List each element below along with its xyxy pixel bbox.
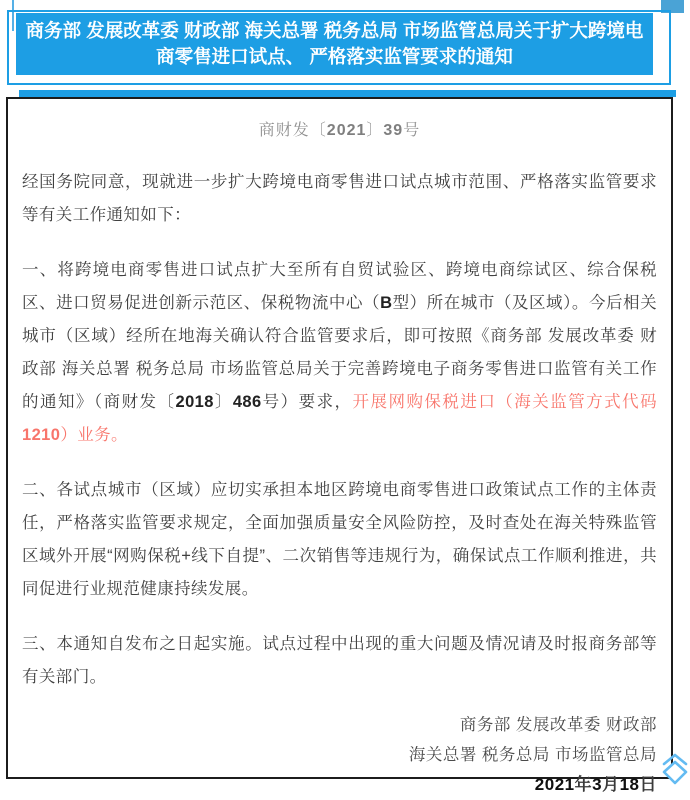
item-1-paragraph-segment: 2018: [175, 393, 214, 411]
item-1-paragraph-segment: 开展网购保税进口（海关监管方式代码: [352, 393, 657, 411]
item-3-paragraph: [22, 628, 657, 694]
item-2-paragraph: [22, 474, 657, 606]
intro-paragraph-segment: 经国务院同意，现就进一步扩大跨境电商零售进口试点城市范围、严格落实监管要求等有关工作通知如下：: [22, 173, 657, 224]
item-1-paragraph-segment: 型）所在城市（及区域）。今后相关城市（区域）经所在地海关确认符合监管要求后，即可按照《商务部 发展改革委 财政部 海关总署 税务总局 市场监管总局关于完善跨境电子商务零售进口监管有关工作的通知》（商财发〔: [22, 294, 657, 411]
signature-block: [22, 710, 657, 800]
document-number-segment: 商财发〔: [258, 122, 327, 139]
decor-accent-bar: [19, 90, 676, 97]
item-1-paragraph-segment: 1210: [22, 426, 61, 444]
issuing-agencies-line1: 商务部 发展改革委 财政部: [459, 716, 657, 734]
issue-date: [22, 770, 657, 800]
item-1-paragraph-segment: 号）要求，: [261, 393, 353, 411]
issue-date-segment: 3: [592, 775, 603, 794]
item-2-paragraph-segment: 二、各试点城市（区域）应切实承担本地区跨境电商零售进口政策试点工作的主体责任，严格落实监管要求规定，全面加强质量安全风险防控，及时查处在海关特殊监管区域外开展“网购保税+线下自提”、二次销售等违规行为，确保试点工作顺利推进，共同促进行业规范健康持续发展。: [22, 481, 657, 598]
issuing-agencies-line2: 海关总署 税务总局 市场监管总局: [408, 746, 657, 764]
notice-title-banner: [16, 13, 653, 75]
item-1-paragraph-segment: 一、将跨境电商零售进口试点扩大至所有自贸试验区、跨境电商综试区、综合保税区、进口贸易促进创新示范区、保税物流中心（: [22, 261, 657, 312]
issue-date-segment: 日: [639, 775, 657, 794]
issue-date-segment: 月: [602, 775, 620, 794]
document-number-segment: 39: [383, 122, 404, 139]
item-3-paragraph-segment: 三、本通知自发布之日起实施。试点过程中出现的重大问题及情况请及时报商务部等有关部门。: [22, 635, 657, 686]
item-1-paragraph-segment: 486: [232, 393, 262, 411]
issue-date-segment: 18: [619, 775, 640, 794]
document-number-segment: 2021: [326, 122, 367, 139]
notice-title-line1: 商务部 发展改革委 财政部 海关总署 税务总局 市场监管总局关于扩大跨境电: [25, 20, 644, 41]
intro-paragraph: [22, 166, 657, 232]
notice-title-line2: 商零售进口试点、 严格落实监管要求的通知: [156, 46, 513, 67]
back-to-top-icon[interactable]: [660, 752, 690, 786]
item-1-paragraph-segment: 〕: [213, 393, 233, 411]
document-number-segment: 〕: [366, 122, 384, 139]
item-1-paragraph-segment: B: [380, 294, 393, 312]
issue-date-segment: 年: [574, 775, 593, 794]
issue-date-segment: 2021: [534, 775, 575, 794]
item-1-paragraph: [22, 254, 657, 452]
item-1-paragraph-segment: ）业务。: [60, 426, 128, 444]
document-number: [22, 120, 657, 142]
document-number-segment: 号: [403, 122, 421, 139]
notice-body-box: [6, 97, 673, 794]
